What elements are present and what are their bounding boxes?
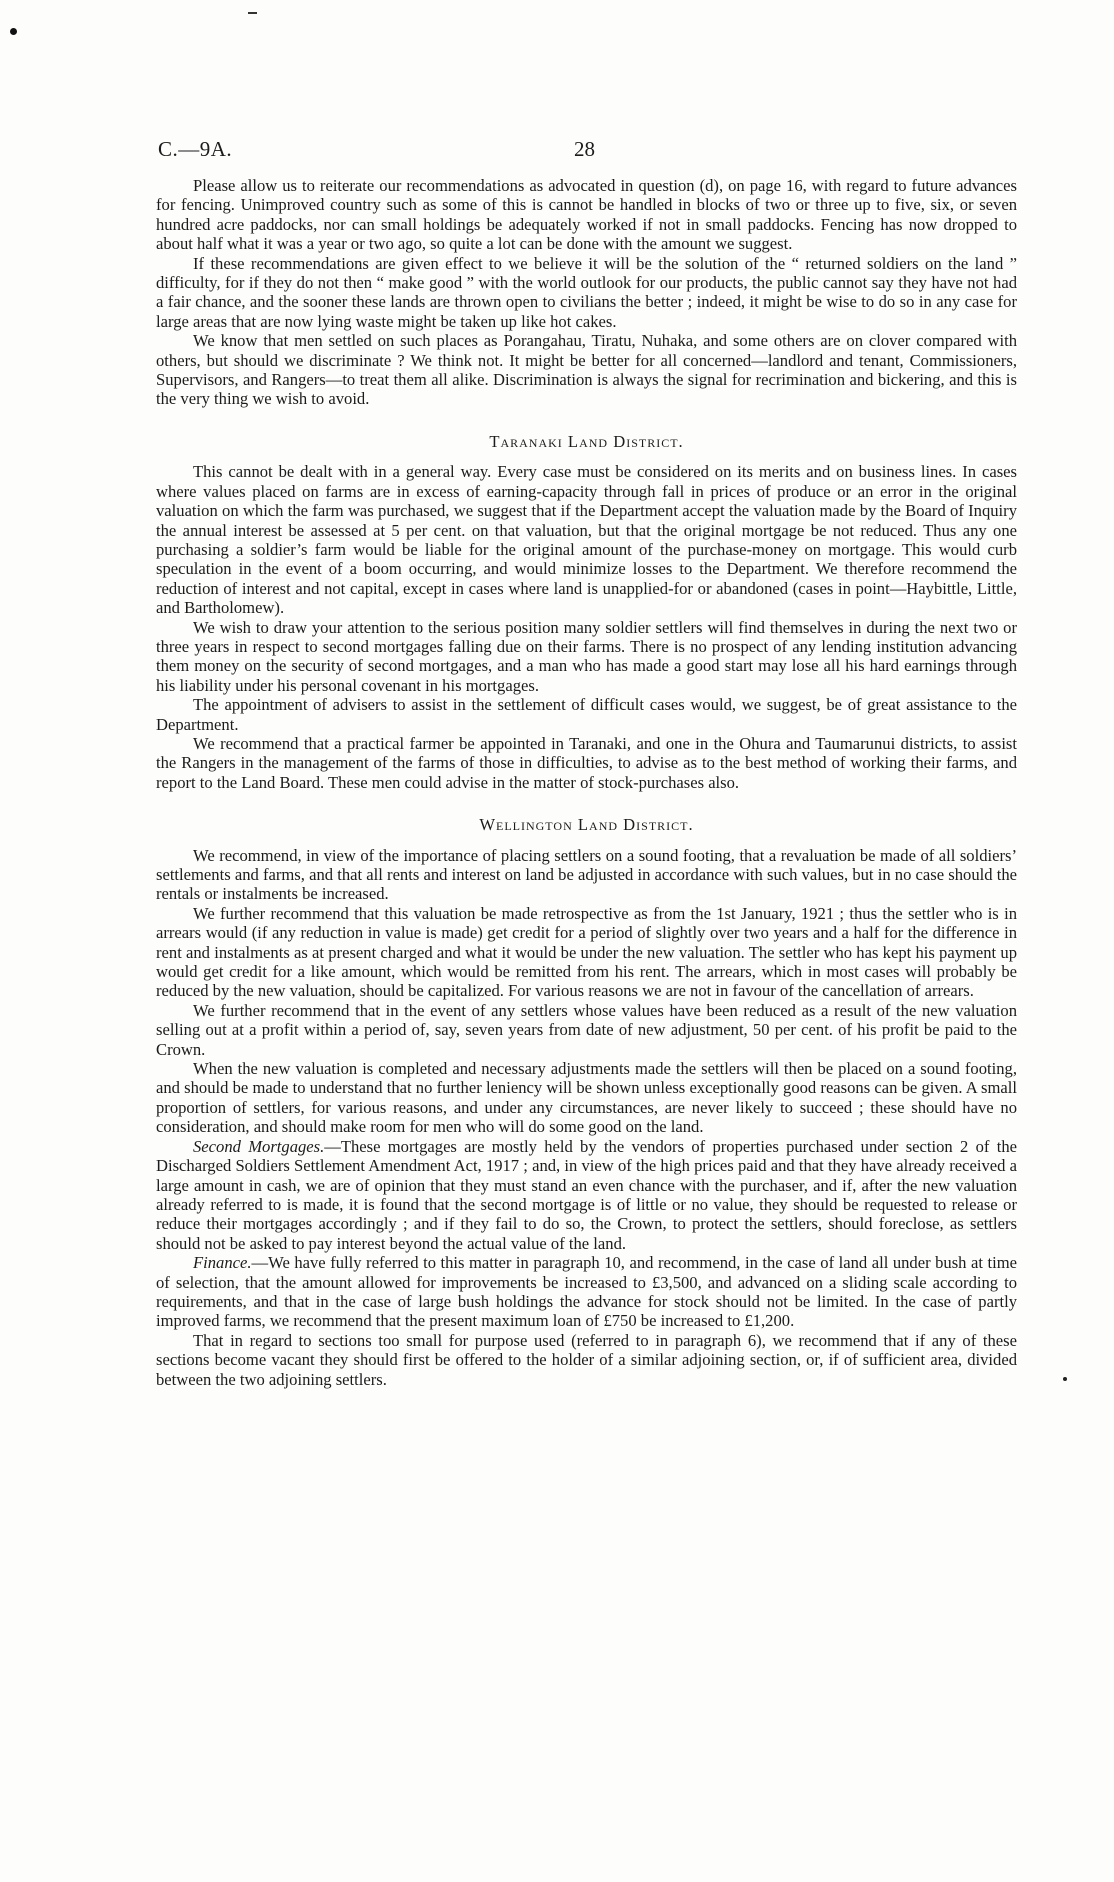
run-in-heading: Second Mortgages. [193, 1136, 325, 1156]
paragraph: We recommend that a practical farmer be appointed in Taranaki, and one in the Ohura and Taumarunui districts, to assist the Rangers in the management of the farms of those in difficulties, to advise as to the best method of working their farms, and report to the Land Board. These men could advise in the matter of stock-purchases also. [156, 733, 1017, 792]
paragraph: We recommend, in view of the importance of placing settlers on a sound footing, that a revaluation be made of all soldiers’ settlements and farms, and that all rents and interest on land be adjusted in accordance with such values, but in no case should the rentals or instalments be increased. [156, 845, 1017, 904]
document-reference: C.—9A. [158, 137, 233, 161]
section-heading-wellington: Wellington Land District. [479, 815, 694, 835]
body-text [156, 176, 1017, 1389]
margin-bullet-mark [10, 28, 17, 35]
paragraph-second-mortgages [156, 1137, 1017, 1253]
paragraph: The appointment of advisers to assist in the settlement of difficult cases would, we suggest, be of great assistance to the Department. [156, 695, 1017, 734]
run-in-heading: Finance. [193, 1253, 252, 1273]
paragraph: This cannot be dealt with in a general way. Every case must be considered on its merits and on business lines. In cases where values placed on farms are in excess of earning-capacity through fall in prices of produce or an error in the original valuation on which the farm was purchased, we suggest that if the Department accept the valuation made by the Board of Inquiry the annual interest be assessed at 5 per cent. on that valuation, but that the original mortgage be not reduced. Thus any one purchasing a soldier’s farm would be liable for the original amount of the purchase-money on mortgage. This would curb speculation in the event of a boom occurring, and would minimize losses to the Department. We therefore recommend the reduction of interest and not capital, except in cases where land is unapplied-for or abandoned (cases in point—Haybittle, Little, and Bartholomew). [156, 462, 1017, 618]
paragraph: We further recommend that in the event of any settlers whose values have been reduced as a result of the new valuation selling out at a profit within a period of, say, seven years from date of new adjustment, 50 per cent. of his profit be paid to the Crown. [156, 1000, 1017, 1059]
paragraph: We wish to draw your attention to the serious position many soldier settlers will find themselves in during the next two or three years in respect to second mortgages falling due on their farms. There is no prospect of any lending institution advancing them money on the security of second mortgages, and a man who has made a good start may lose all his hard earnings through his liability under his personal covenant in his mortgages. [156, 617, 1017, 695]
paragraph-finance [156, 1253, 1017, 1331]
paragraph: If these recommendations are given effect to we believe it will be the solution of the “ returned soldiers on the land ” difficulty, for if they do not then “ make good ” with the world outlook for our products, the public cannot say they have not had a fair chance, and the sooner these lands are thrown open to civilians the better ; indeed, it might be wise to do so in any case for large areas that are now lying waste might be taken up like hot cakes. [156, 253, 1017, 331]
margin-dot-mark [1063, 1377, 1067, 1381]
paragraph: That in regard to sections too small for purpose used (referred to in paragraph 6), we recommend that if any of these sections become vacant they should first be offered to the holder of a similar adjoining section, or, if of sufficient area, divided between the two adjoining settlers. [156, 1330, 1017, 1389]
margin-dash-mark [248, 12, 257, 14]
paragraph-text: —These mortgages are mostly held by the vendors of properties purchased under section 2 of the Discharged Soldiers Settlement Amendment Act, 1917 ; and, in view of the high prices paid and that they have already received a large amount in cash, we are of opinion that they must stand an even chance with the purchaser, and if, after the new valuation already referred to is made, it is found that the second mortgage is of little or no value, they should be requested to release or reduce their mortgages accordingly ; and if they fail to do so, the Crown, to protect the settlers, should foreclose, as settlers should not be asked to pay interest beyond the actual value of the land. [156, 1136, 1017, 1253]
paragraph: We know that men settled on such places as Porangahau, Tiratu, Nuhaka, and some others are on clover compared with others, but should we discriminate ? We think not. It might be better for all concerned—landlord and tenant, Commissioners, Supervisors, and Rangers—to treat them all alike. Discrimination is always the signal for recrimination and bickering, and this is the very thing we wish to avoid. [156, 331, 1017, 409]
page-number: 28 [574, 137, 595, 161]
paragraph: Please allow us to reiterate our recommendations as advocated in question (d), on page 16, with regard to future advances for fencing. Unimproved country such as some of this is cannot be handled in blocks of two or three up to five, six, or seven hundred acre paddocks, nor can small holdings be adequately worked if not in small paddocks. Fencing has now dropped to about half what it was a year or two ago, so quite a lot can be done with the amount we suggest. [156, 176, 1017, 254]
paragraph: When the new valuation is completed and necessary adjustments made the settlers will then be placed on a sound footing, and should be made to understand that no further leniency will be shown unless exceptionally good reasons can be given. A small proportion of settlers, for various reasons, and under any circumstances, are never likely to succeed ; these should have no consideration, and should make room for men who will do some good on the land. [156, 1059, 1017, 1137]
paragraph: We further recommend that this valuation be made retrospective as from the 1st January, 1921 ; thus the settler who is in arrears would (if any reduction in value is made) get credit for a period of slightly over two years and a half for the difference in rent and instalments as at present charged and what it would be under the new valuation. The settler who has kept his payment up would get credit for a like amount, which would be remitted from his rent. The arrears, which in most cases will probably be reduced by the new valuation, should be capitalized. For various reasons we are not in favour of the cancellation of arrears. [156, 903, 1017, 1001]
section-heading-taranaki: Taranaki Land District. [489, 431, 684, 451]
paragraph-text: —We have fully referred to this matter in paragraph 10, and recommend, in the case of land all under bush at time of selection, that the amount allowed for improvements be increased to £3,500, and advanced on a sliding scale according to requirements, and that in the case of large bush holdings the advance for stock should not be limited. In the case of partly improved farms, we recommend that the present maximum loan of £750 be increased to £1,200. [156, 1253, 1017, 1331]
